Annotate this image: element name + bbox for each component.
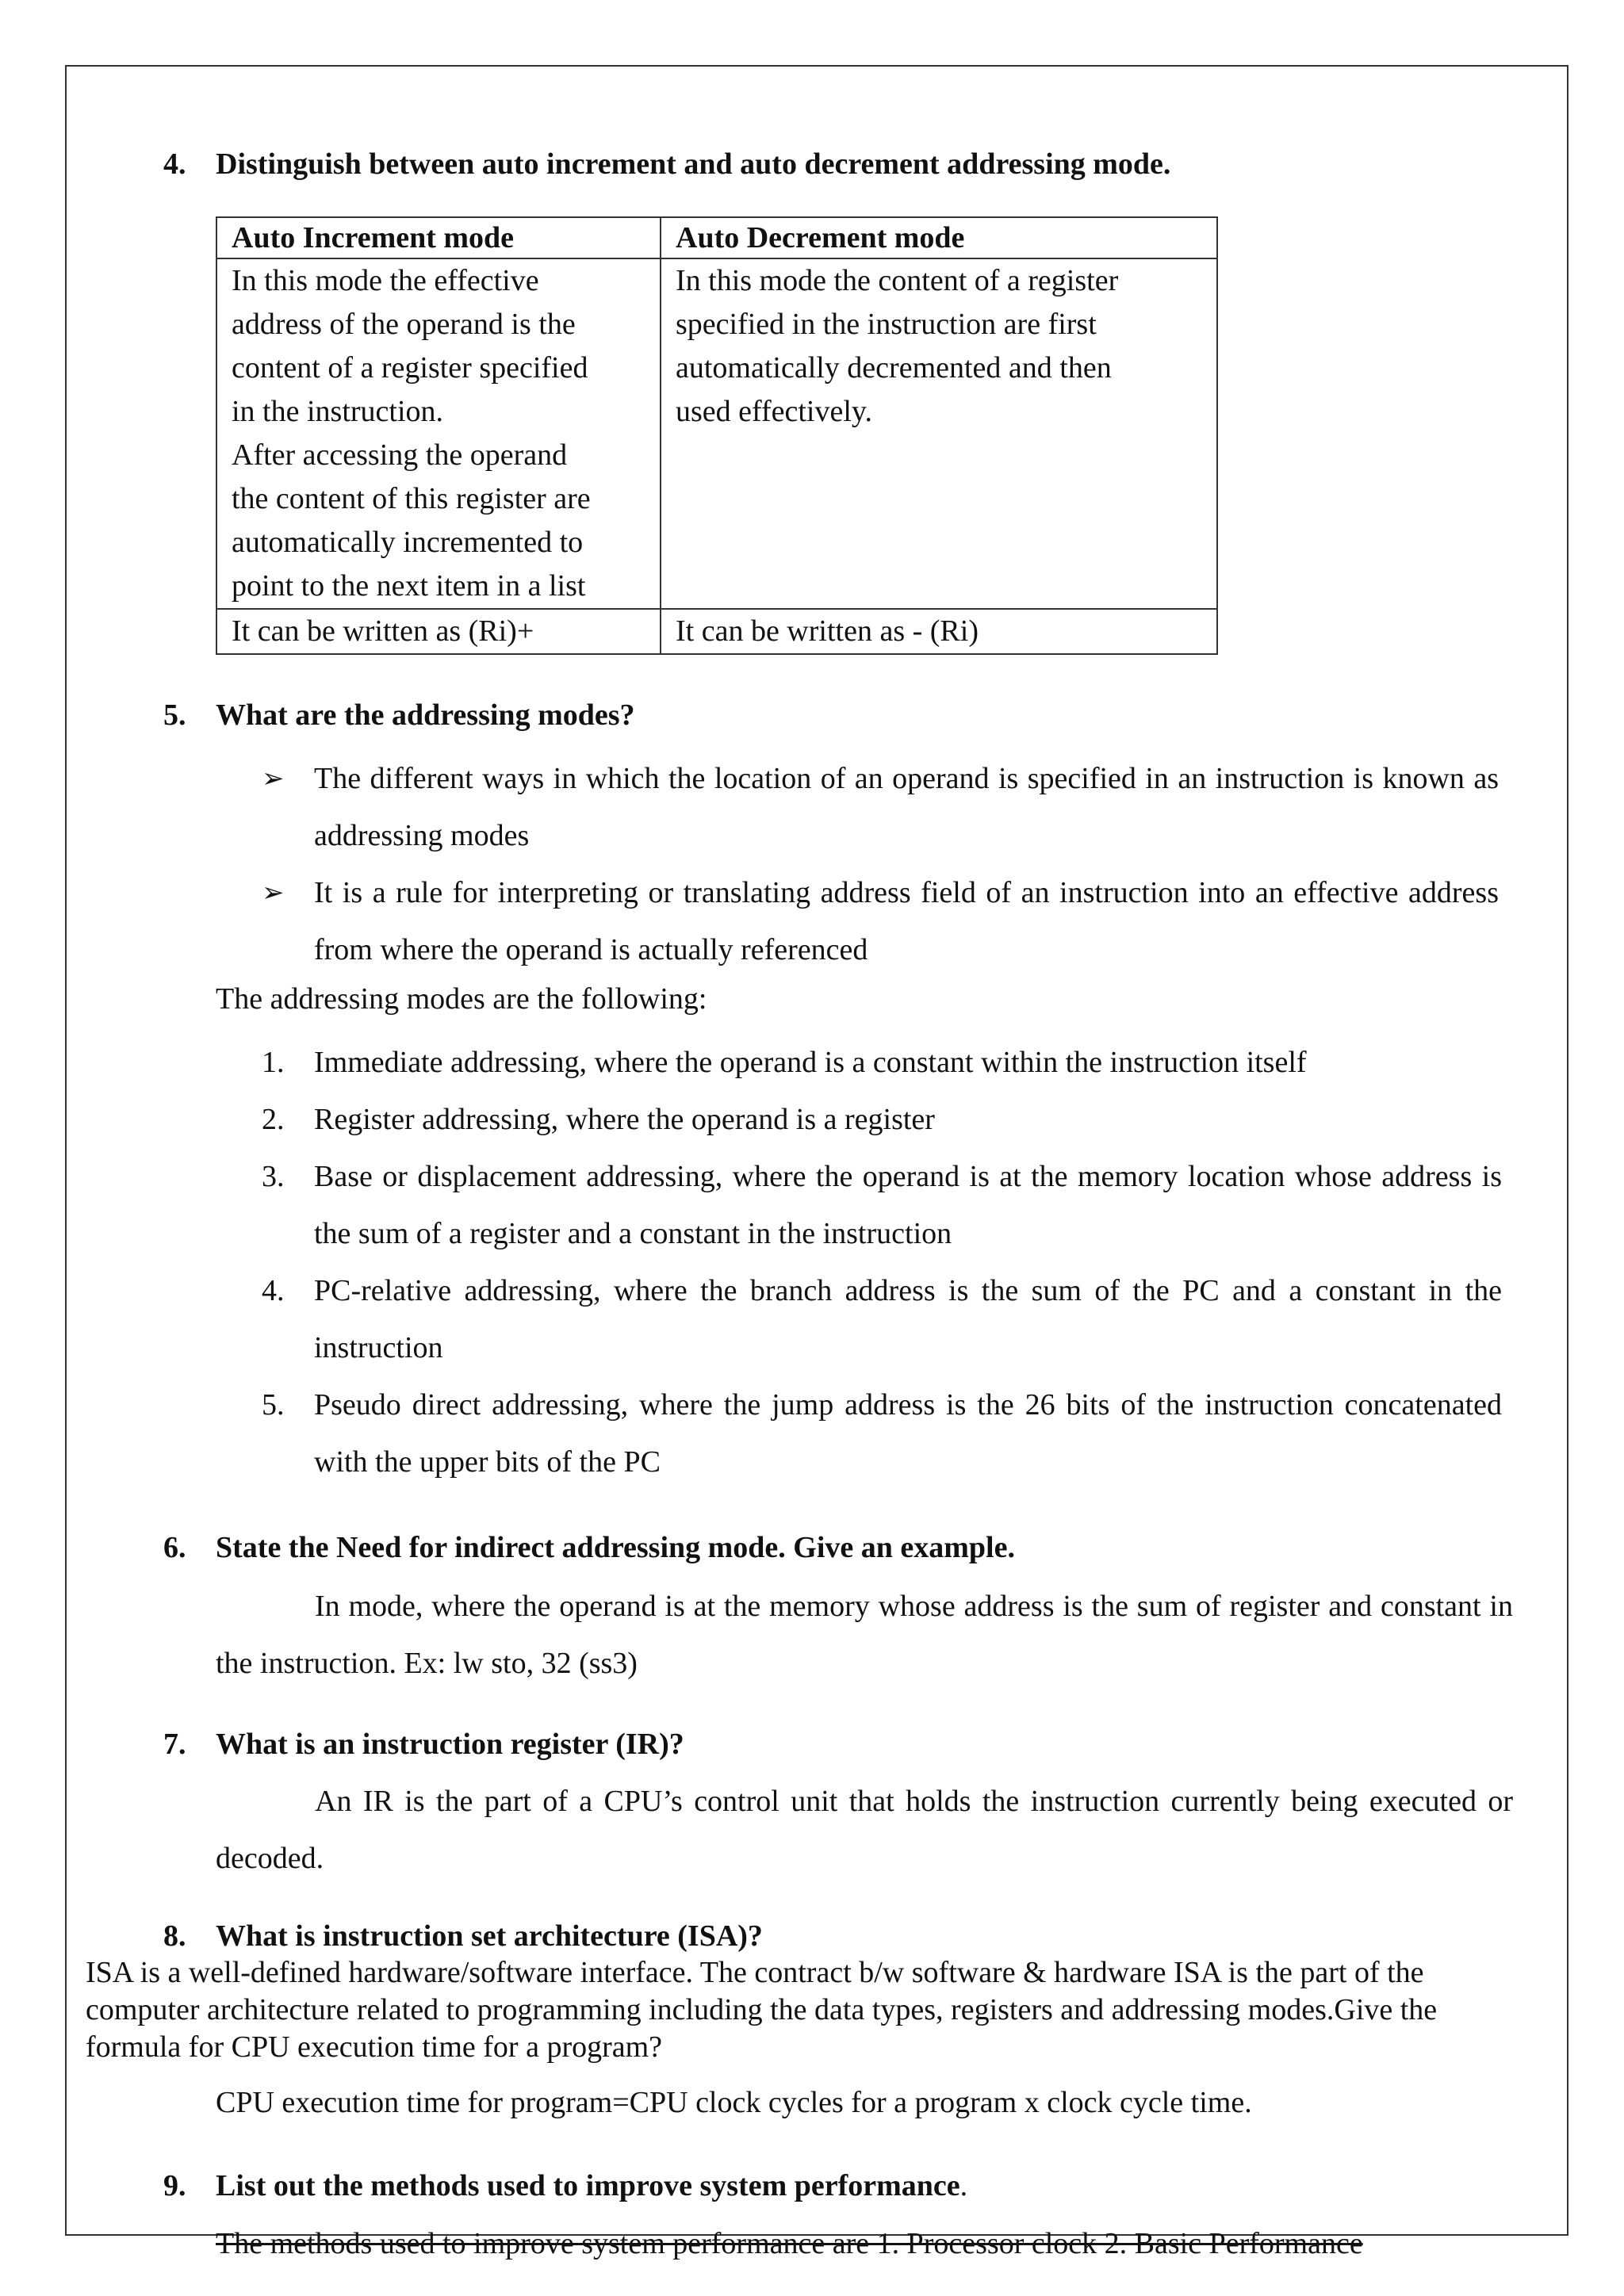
cell-line: In this mode the effective (232, 264, 539, 297)
question-8-number: 8. (163, 1919, 186, 1953)
arrow-bullet-icon: ➢ (262, 877, 285, 909)
cpu-execution-time-formula: CPU execution time for program=CPU clock cycles for a program x clock cycle time. (216, 2086, 1252, 2119)
question-6-answer: In mode, where the operand is at the memory whose address is the sum of register and constant in the instruction. Ex: lw sto, 32 (ss3) (216, 1590, 1513, 1680)
item-text: Pseudo direct addressing, where the jump address is the 26 bits of the instruction concatenated with the upper bits of the PC (314, 1388, 1502, 1479)
table-header-row (216, 217, 1217, 258)
addressing-modes-list (262, 1034, 1502, 1490)
item-number: 3. (262, 1160, 285, 1193)
list-item (262, 1376, 1502, 1490)
question-9-period: . (959, 2169, 968, 2202)
question-6-title: State the Need for indirect addressing mode. Give an example. (216, 1531, 1015, 1564)
addressing-modes-bullets (262, 750, 1499, 978)
question-7-title: What is an instruction register (IR)? (216, 1728, 684, 1761)
cell-line: point to the next item in a list (232, 569, 586, 603)
cell-line: address of the operand is the (232, 308, 576, 341)
list-item (262, 864, 1499, 978)
question-9-answer-partial: The methods used to improve system performance are 1. Processor clock 2. Basic Performance (216, 2227, 1363, 2260)
cell-line: in the instruction. (232, 395, 444, 428)
list-item (262, 750, 1499, 864)
item-text: Register addressing, where the operand is a register (314, 1103, 935, 1136)
cell-line: specified in the instruction are first (676, 308, 1097, 341)
item-number: 2. (262, 1103, 285, 1136)
question-5-number: 5. (163, 698, 186, 732)
question-4-title: Distinguish between auto increment and auto decrement addressing mode. (216, 147, 1171, 181)
question-7-number: 7. (163, 1728, 186, 1761)
header-auto-increment: Auto Increment mode (216, 217, 661, 258)
question-7-answer: An IR is the part of a CPU’s control unit that holds the instruction currently being executed or decoded. (216, 1785, 1513, 1875)
item-text: Base or displacement addressing, where the operand is at the memory location whose address is the sum of a register and a constant in the instruction (314, 1160, 1502, 1250)
list-item (262, 1148, 1502, 1262)
cell-line: automatically decremented and then (676, 351, 1112, 385)
cell-line: After accessing the operand (232, 438, 568, 472)
cell-line: the content of this register are (232, 482, 591, 515)
question-9-number: 9. (163, 2169, 186, 2202)
question-6-number: 6. (163, 1531, 186, 1564)
question-9-text: List out the methods used to improve system performance (216, 2169, 960, 2202)
cell-line: In this mode the content of a register (676, 264, 1119, 297)
auto-decrement-notation: It can be written as - (Ri) (661, 609, 1217, 654)
question-8-answer: ISA is a well-defined hardware/software interface. The contract b/w software & hardware ISA is the part of the computer architecture related to programming including the data types, registers and addressing modes.Give the formula for CPU execution time for a program? (86, 1956, 1438, 2064)
auto-increment-notation: It can be written as (Ri)+ (216, 609, 661, 654)
question-8-title: What is instruction set architecture (ISA)? (216, 1919, 763, 1953)
list-item (262, 1034, 1502, 1091)
bullet-text: The different ways in which the location of an operand is specified in an instruction is known as addressing modes (314, 762, 1499, 852)
auto-decrement-description (661, 258, 1217, 609)
item-text: PC-relative addressing, where the branch address is the sum of the PC and a constant in the instruction (314, 1274, 1502, 1364)
addressing-mode-comparison-table (216, 216, 1218, 655)
cell-line: automatically incremented to (232, 526, 584, 559)
cell-line: used effectively. (676, 395, 872, 428)
addressing-modes-intro: The addressing modes are the following: (216, 982, 707, 1016)
table-row (216, 258, 1217, 609)
item-number: 1. (262, 1046, 285, 1079)
auto-increment-description (216, 258, 661, 609)
arrow-bullet-icon: ➢ (262, 763, 285, 794)
bullet-text: It is a rule for interpreting or translating address field of an instruction into an effective address from where the operand is actually referenced (314, 876, 1499, 966)
list-item (262, 1091, 1502, 1148)
item-text: Immediate addressing, where the operand is a constant within the instruction itself (314, 1046, 1307, 1079)
question-5-title: What are the addressing modes? (216, 698, 635, 732)
list-item (262, 1262, 1502, 1376)
table-row (216, 609, 1217, 654)
item-number: 5. (262, 1388, 285, 1422)
cell-line: content of a register specified (232, 351, 588, 385)
header-auto-decrement: Auto Decrement mode (661, 217, 1217, 258)
question-4-number: 4. (163, 147, 186, 181)
item-number: 4. (262, 1274, 285, 1307)
question-9-title (216, 2168, 967, 2203)
